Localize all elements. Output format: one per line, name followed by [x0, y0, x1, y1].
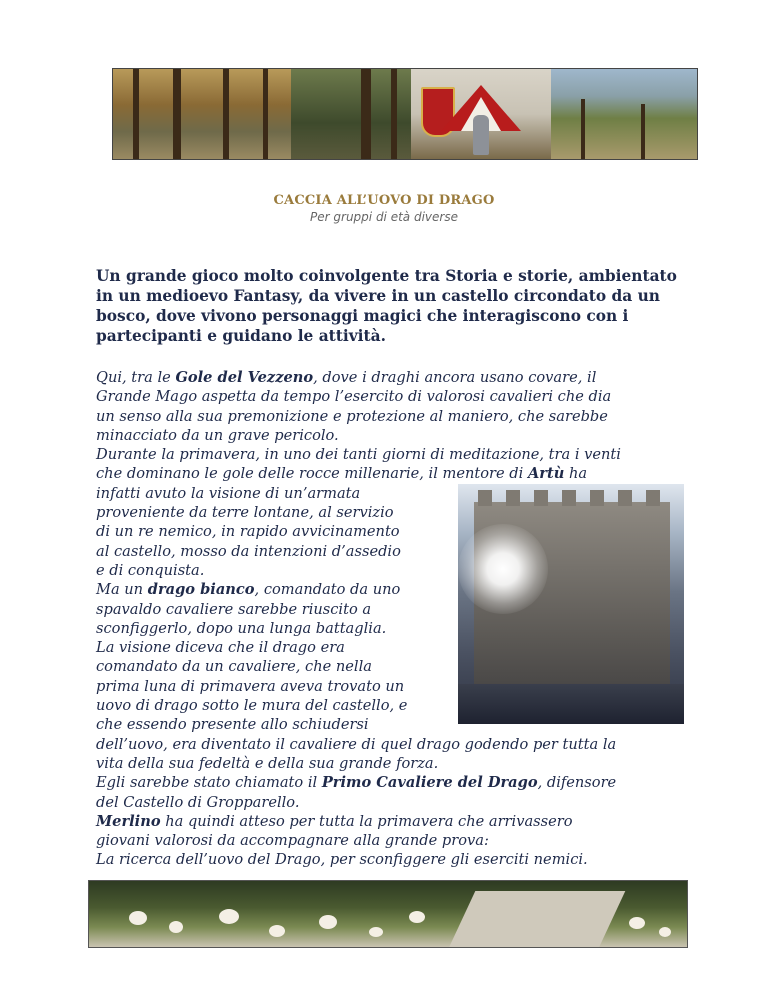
- story-line: di un re nemico, in rapido avvicinamento: [96, 523, 400, 541]
- story-line: Grande Mago aspetta da tempo l’esercito di valorosi cavalieri che dia: [96, 388, 612, 406]
- header-photo-collage: [112, 68, 698, 160]
- story-line: al castello, mosso da intenzioni d’assedio: [96, 542, 401, 560]
- garden-photo: [551, 69, 697, 159]
- tent-knight-photo: [411, 69, 551, 159]
- story-line: La ricerca dell’uovo del Drago, per sconfiggere gli eserciti nemici.: [96, 851, 588, 869]
- story-line: spavaldo cavaliere sarebbe riuscito a: [96, 600, 372, 618]
- story-line: dell’uovo, era diventato il cavaliere di quel drago godendo per tutta la: [96, 735, 617, 753]
- document-subtitle: Per gruppi di età diverse: [310, 210, 458, 224]
- story-line: La visione diceva che il drago era: [96, 639, 345, 657]
- story-line: uovo di drago sotto le mura del castello, e: [96, 697, 408, 715]
- intro-paragraph: Un grande gioco molto coinvolgente tra Storia e storie, ambientato in un medioevo Fantasy, da vivere in un castello circondato da un bosco, dove vivono personaggi magici che interagiscono con i partecipanti e guidano le attività.: [96, 267, 677, 345]
- story-line: Merlino ha quindi atteso per tutta la primavera che arrivassero: [96, 812, 573, 830]
- story-line: che dominano le gole delle rocce millenarie, il mentore di Artù ha: [96, 465, 588, 483]
- knight-figure: [473, 115, 489, 155]
- story-line: minacciato da un grave pericolo.: [96, 426, 339, 444]
- story-line: comandato da un cavaliere, che nella: [96, 658, 372, 676]
- story-line: proveniente da terre lontane, al servizio: [96, 504, 394, 522]
- story-line: Durante la primavera, in uno dei tanti giorni di meditazione, tra i venti: [96, 446, 621, 464]
- story-line: vita della sua fedeltà e della sua grande forza.: [96, 754, 439, 772]
- story-line: infatti avuto la visione di un’armata: [96, 484, 361, 502]
- document-title: CACCIA ALL’UOVO DI DRAGO: [273, 193, 495, 208]
- story-line: Egli sarebbe stato chiamato il Primo Cavaliere del Drago, difensore: [96, 774, 617, 792]
- sun-glare: [458, 524, 548, 614]
- forest-shield-photo: [291, 69, 411, 159]
- story-line: e di conquista.: [96, 561, 205, 579]
- story-line: prima luna di primavera aveva trovato un: [96, 677, 405, 695]
- story-line: un senso alla sua premonizione e protezione al maniero, che sarebbe: [96, 407, 608, 425]
- forest-photo: [113, 69, 291, 159]
- story-line: Qui, tra le Gole del Vezzeno, dove i draghi ancora usano covare, il: [96, 369, 597, 386]
- story-line: giovani valorosi da accompagnare alla grande prova:: [96, 832, 489, 850]
- story-line: sconfiggerlo, dopo una lunga battaglia.: [96, 619, 387, 637]
- castle-photo: [458, 484, 684, 724]
- garden-footer-photo: [88, 880, 688, 948]
- story-line: Ma un drago bianco, comandato da uno: [96, 581, 401, 599]
- story-line: che essendo presente allo schiudersi: [96, 716, 369, 734]
- story-line: del Castello di Gropparello.: [96, 793, 300, 811]
